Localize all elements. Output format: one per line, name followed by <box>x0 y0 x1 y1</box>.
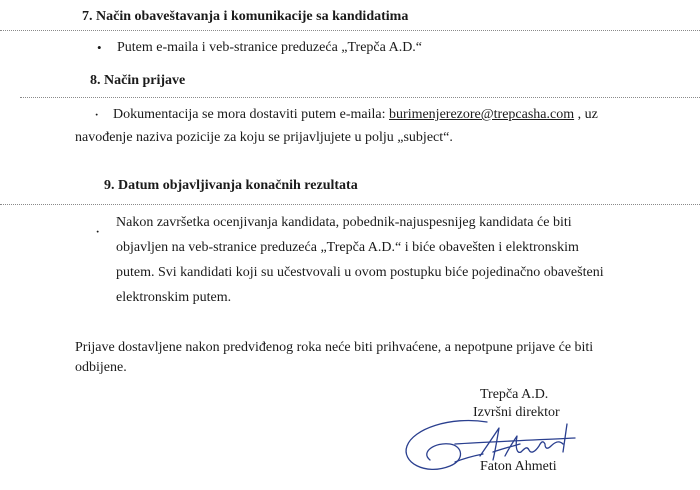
bullet-icon: • <box>97 40 102 55</box>
signature-org: Trepča A.D. <box>480 387 549 402</box>
section-7-heading: 7. Način obaveštavanja i komunikacije sa kandidatima <box>82 9 409 24</box>
bullet-icon: · <box>94 107 100 124</box>
email-link[interactable]: burimenjerezore@trepcasha.com <box>389 107 575 122</box>
bullet-icon: · <box>95 224 101 241</box>
signature-name: Faton Ahmeti <box>480 459 557 474</box>
section-8-bullet-line-2: navođenje naziva pozicije za koju se prijavljujete u polju „subject“. <box>75 130 453 145</box>
section-8-divider <box>20 97 700 98</box>
section-9-line-3: putem. Svi kandidati koji su učestvovali u ovom postupku biće pojedinačno obavešteni <box>116 265 604 280</box>
section-8-bullet-suffix: , uz <box>574 107 598 122</box>
section-9-line-2: objavljen na veb-stranice preduzeća „Trepča A.D.“ i biće obavešten i elektronskim <box>116 240 579 255</box>
section-9-divider <box>0 204 700 205</box>
signature-title: Izvršni direktor <box>473 405 560 420</box>
closing-line-1: Prijave dostavljene nakon predviđenog roka neće biti prihvaćene, a nepotpune prijave će biti <box>75 340 594 355</box>
section-7-divider <box>0 30 700 31</box>
section-8-bullet-text: Dokumentacija se mora dostaviti putem e-maila: <box>113 107 390 122</box>
section-9-heading: 9. Datum objavljivanja konačnih rezultata <box>104 178 358 193</box>
closing-line-2: odbijene. <box>75 360 127 375</box>
section-8-bullet-line-1 <box>113 102 598 127</box>
section-8-heading: 8. Način prijave <box>90 73 186 88</box>
section-9-line-1: Nakon završetka ocenjivanja kandidata, pobednik-najuspesnijeg kandidata će biti <box>116 215 572 230</box>
section-9-line-4: elektronskim putem. <box>116 290 232 305</box>
section-7-bullet-text: Putem e-maila i veb-stranice preduzeća „Trepča A.D.“ <box>117 40 423 55</box>
